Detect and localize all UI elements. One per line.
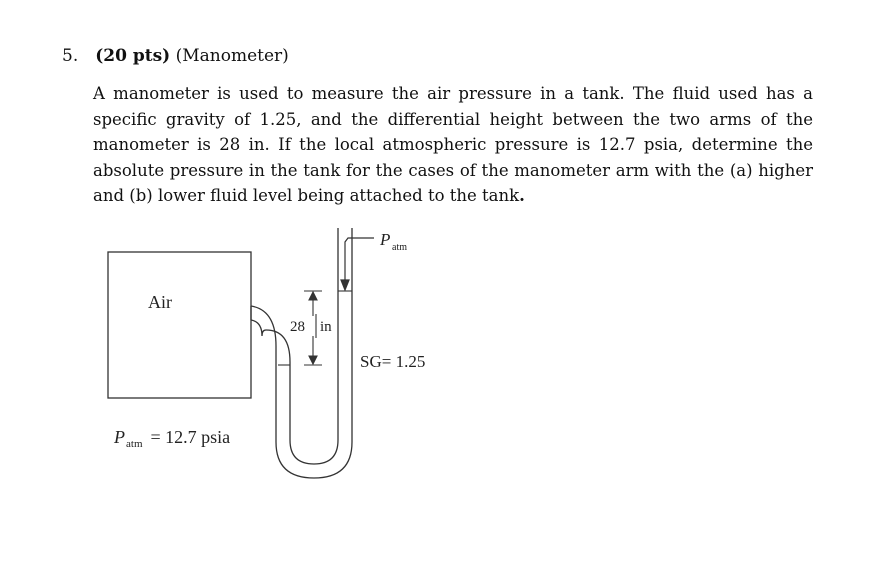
problem-points: (20 pts) <box>95 46 171 66</box>
patm-bottom-subscript: atm <box>126 438 143 450</box>
tank-label: Air <box>148 292 172 312</box>
height-unit: in <box>320 319 332 335</box>
sg-label: SG= 1.25 <box>360 352 426 371</box>
patm-bottom-value: = 12.7 psia <box>146 427 231 447</box>
patm-top-subscript: atm <box>392 242 407 253</box>
height-value: 28 <box>290 319 305 335</box>
problem-body-end: . <box>519 186 525 205</box>
air-tank <box>108 252 251 398</box>
problem-number: 5. <box>62 46 79 66</box>
patm-bottom-symbol: P <box>114 427 125 447</box>
manometer-tube <box>251 228 352 478</box>
patm-top-label: P <box>380 230 391 249</box>
problem-topic: (Manometer) <box>175 46 289 66</box>
patm-arrow <box>341 238 374 290</box>
problem-body: A manometer is used to measure the air pressure in a tank. The fluid used has a specific gravity of 1.25, and the differential height between the two arms of the manometer is 28 in. If the local atmospheric pressure is 12.7 psia, determine the absolute pressure in the tank for the cases of the manometer arm with the (a) higher and (b) lower fluid level being attached to the tank <box>93 84 813 205</box>
